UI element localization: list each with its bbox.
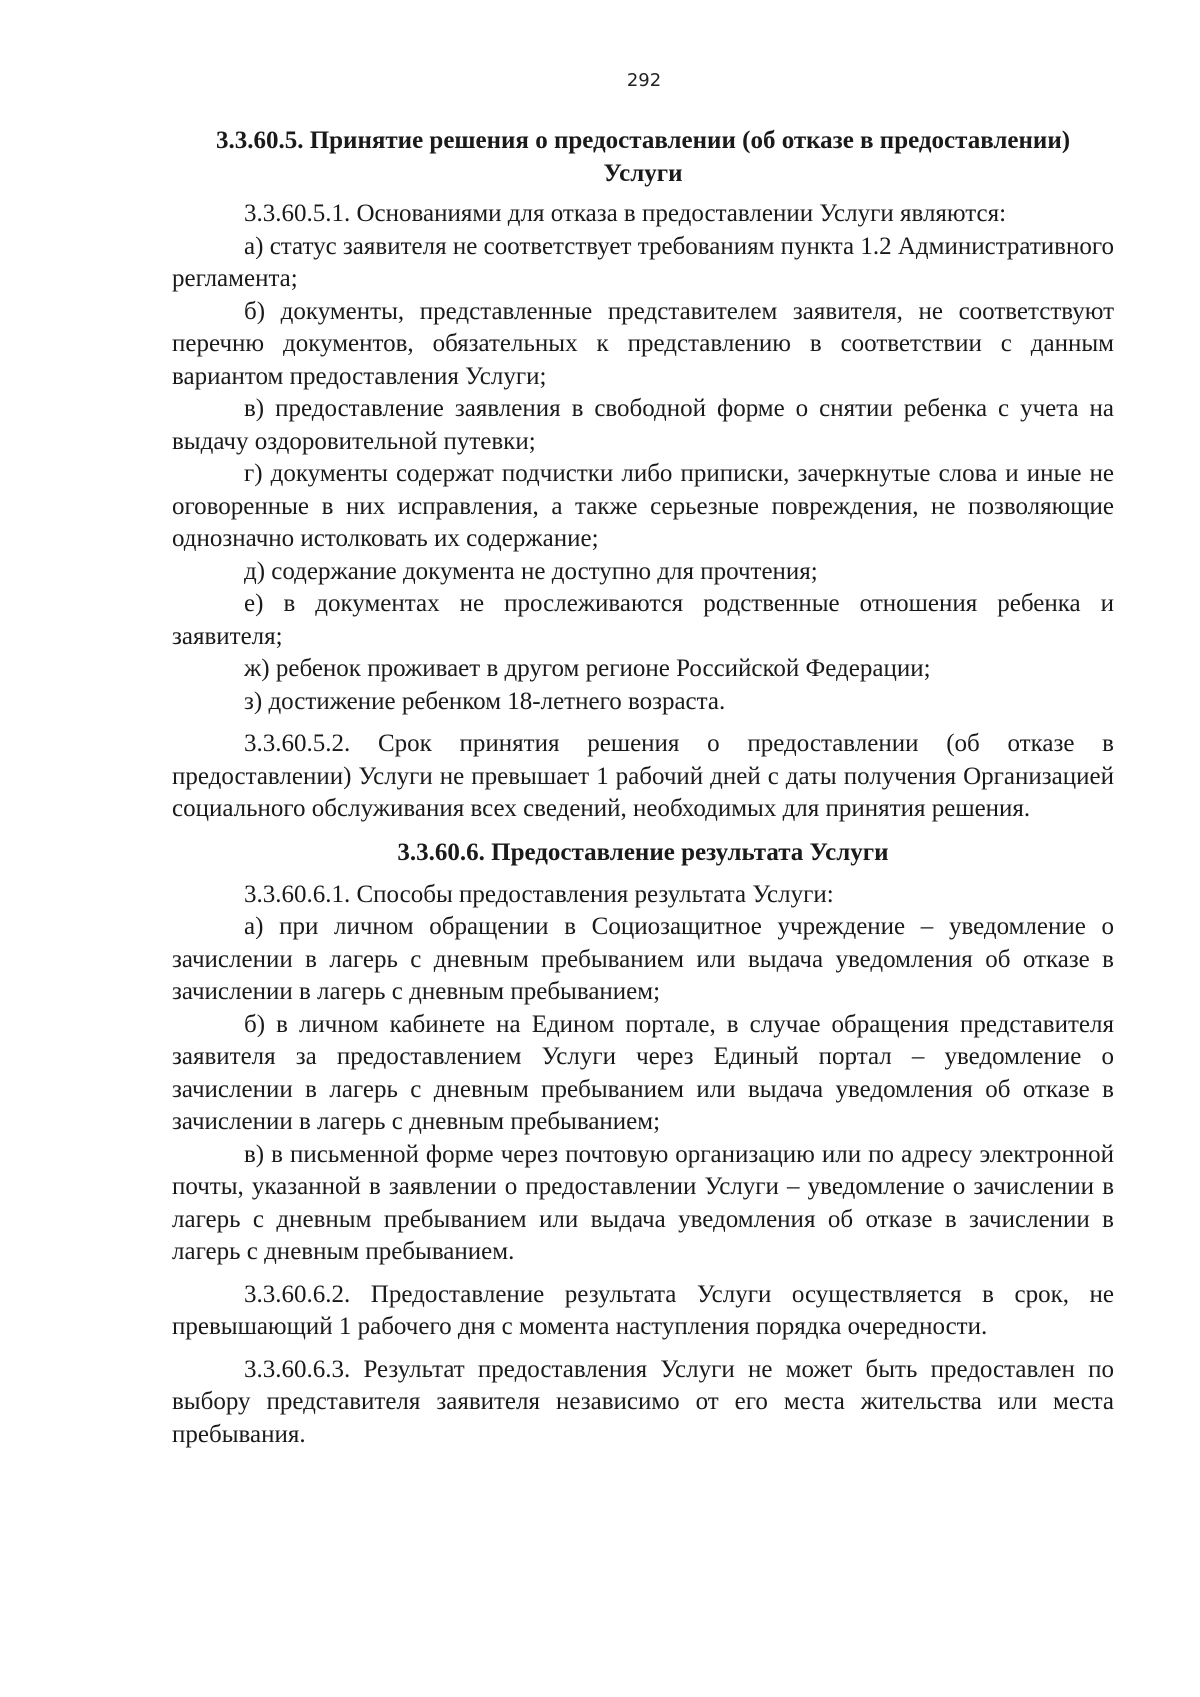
paragraph-item-z: з) достижение ребенком 18-летнего возраста. <box>244 687 726 715</box>
section-heading-3-3-60-5: 3.3.60.5. Принятие решения о предоставлении (об отказе в предоставлении) Услуги <box>215 127 1071 187</box>
paragraph-result-extraterritorial: 3.3.60.6.3. Результат предоставления Услуги не может быть предоставлен по выбору представителя заявителя независимо от его места жительства или места пребывания. <box>172 1355 1114 1448</box>
paragraph-result-methods-intro: 3.3.60.6.1. Способы предоставления результата Услуги: <box>244 880 834 908</box>
paragraph-item-v: в) предоставление заявления в свободной форме о снятии ребенка с учета на выдачу оздоровительной путевки; <box>172 395 1114 455</box>
paragraph-item-b: б) документы, представленные представителем заявителя, не соответствуют перечню документов, обязательных к представлению в соответствии с данным вариантом предоставления Услуги; <box>172 297 1114 390</box>
document-body <box>172 124 1114 1451</box>
section-heading-3-3-60-6: 3.3.60.6. Предоставление результата Услуги <box>397 838 889 866</box>
paragraph-result-method-a: а) при личном обращении в Социозащитное учреждение – уведомление о зачислении в лагерь с дневным пребыванием или выдача уведомления об отказе в зачислении в лагерь с дневным пребыванием; <box>172 913 1114 1005</box>
page-number: 292 <box>626 70 662 91</box>
paragraph-item-d: д) содержание документа не доступно для прочтения; <box>244 557 818 585</box>
paragraph-item-a: а) статус заявителя не соответствует требованиям пункта 1.2 Административного регламента; <box>172 232 1114 292</box>
paragraph-decision-term: 3.3.60.5.2. Срок принятия решения о предоставлении (об отказе в предоставлении) Услуги не превышает 1 рабочий дней с даты получения Организацией социального обслуживания всех сведений, необходимых для принятия решения. <box>172 730 1114 822</box>
paragraph-result-term: 3.3.60.6.2. Предоставление результата Услуги осуществляется в срок, не превышающий 1 рабочего дня с момента наступления порядка очередности. <box>172 1280 1114 1340</box>
paragraph-refusal-grounds-intro: 3.3.60.5.1. Основаниями для отказа в предоставлении Услуги являются: <box>244 200 1007 227</box>
paragraph-item-e: е) в документах не прослеживаются родственные отношения ребенка и заявителя; <box>172 590 1114 650</box>
paragraph-item-g: г) документы содержат подчистки либо приписки, зачеркнутые слова и иные не оговоренные в них исправления, а также серьезные повреждения, не позволяющие однозначно истолковать их содержание; <box>172 460 1114 552</box>
paragraph-item-zh: ж) ребенок проживает в другом регионе Российской Федерации; <box>244 655 931 682</box>
paragraph-result-method-b: б) в личном кабинете на Едином портале, в случае обращения представителя заявителя за предоставлением Услуги через Единый портал – уведомление о зачислении в лагерь с дневным пребыванием или выдача уведомления об отказе в зачислении в лагерь с дневным пребыванием; <box>172 1010 1114 1135</box>
paragraph-result-method-v: в) в письменной форме через почтовую организацию или по адресу электронной почты, указанной в заявлении о предоставлении Услуги – уведомление о зачислении в лагерь с дневным пребыванием или выдача уведомления об отказе в зачислении в лагерь с дневным пребыванием. <box>172 1140 1114 1265</box>
